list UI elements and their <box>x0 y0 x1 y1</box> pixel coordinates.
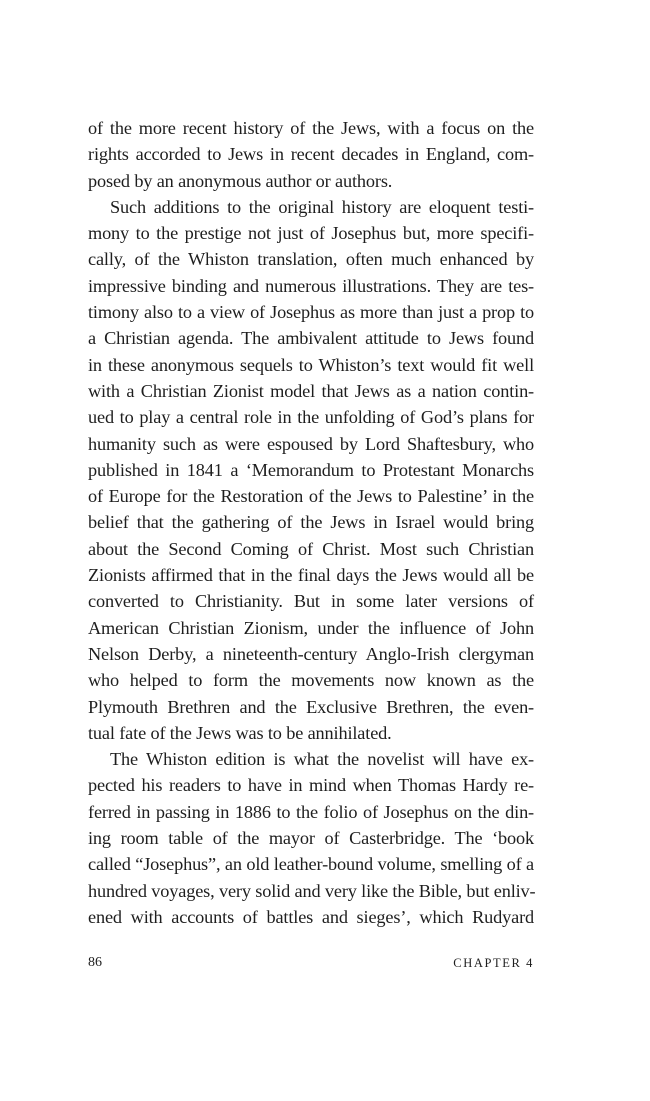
text-line: rights accorded to Jews in recent decades in England, com- <box>88 144 534 165</box>
text-line: Such additions to the original history are eloquent testi- <box>110 196 534 217</box>
text-line: converted to Christianity. But in some later versions of <box>88 591 534 612</box>
text-line: about the Second Coming of Christ. Most such Christian <box>88 538 534 559</box>
text-line: ened with accounts of battles and sieges’, which Rudyard <box>88 906 534 927</box>
text-line: a Christian agenda. The ambivalent attitude to Jews found <box>88 328 534 349</box>
text-line: pected his readers to have in mind when Thomas Hardy re- <box>88 775 534 796</box>
text-line: Nelson Derby, a nineteenth-century Anglo-Irish clergyman <box>88 643 534 664</box>
text-line: The Whiston edition is what the novelist will have ex- <box>110 749 534 770</box>
text-line: ing room table of the mayor of Casterbridge. The ‘book <box>88 828 534 849</box>
text-line: impressive binding and numerous illustrations. They are tes- <box>88 275 534 296</box>
text-line: timony also to a view of Josephus as more than just a prop to <box>88 302 534 323</box>
text-line: cally, of the Whiston translation, often much enhanced by <box>88 249 534 270</box>
text-line: posed by an anonymous author or authors. <box>88 170 393 191</box>
text-line: ued to play a central role in the unfolding of God’s plans for <box>88 407 534 428</box>
text-line: of the more recent history of the Jews, with a focus on the <box>88 118 534 138</box>
text-line: hundred voyages, very solid and very like the Bible, but enliv- <box>88 880 536 901</box>
text-line: with a Christian Zionist model that Jews as a nation contin- <box>88 380 534 401</box>
text-line: belief that the gathering of the Jews in Israel would bring <box>88 512 534 533</box>
page-footer <box>88 952 534 974</box>
text-line: mony to the prestige not just of Josephus but, more specifi- <box>88 223 534 244</box>
text-line: who helped to form the movements now known as the <box>88 670 534 691</box>
running-head: CHAPTER 4 <box>453 956 534 970</box>
text-line: in these anonymous sequels to Whiston’s text would fit well <box>88 354 534 375</box>
text-line: humanity such as were espoused by Lord Shaftesbury, who <box>88 433 534 454</box>
text-line: of Europe for the Restoration of the Jews to Palestine’ in the <box>88 486 534 507</box>
text-line: ferred in passing in 1886 to the folio of Josephus on the din- <box>88 801 534 822</box>
text-line: Zionists affirmed that in the final days the Jews would all be <box>88 565 534 586</box>
text-line: published in 1841 a ‘Memorandum to Protestant Monarchs <box>88 459 534 480</box>
text-line: American Christian Zionism, under the influence of John <box>88 617 534 638</box>
page-number: 86 <box>88 955 102 970</box>
text-line: tual fate of the Jews was to be annihilated. <box>88 722 392 743</box>
text-line: Plymouth Brethren and the Exclusive Brethren, the even- <box>88 696 534 717</box>
text-line: called “Josephus”, an old leather-bound volume, smelling of a <box>88 854 534 875</box>
body-text <box>88 115 534 930</box>
